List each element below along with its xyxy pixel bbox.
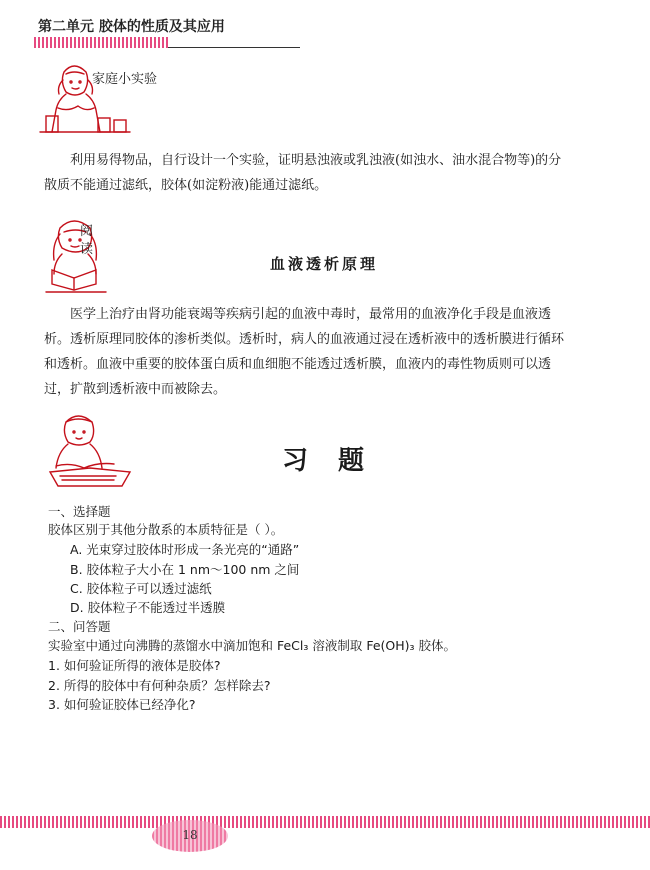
exercise-title: 习题 xyxy=(282,446,395,476)
girl-reading-illustration xyxy=(42,218,110,296)
reading-title: 血液透析原理 xyxy=(270,255,379,273)
home-experiment-heading: 家庭小实验 xyxy=(92,72,158,87)
option-a: A. 光束穿过胶体时形成一条光亮的“通路” xyxy=(70,542,300,557)
header-rule xyxy=(168,47,300,48)
section1-question: 胶体区别于其他分散系的本质特征是（ ）。 xyxy=(48,522,284,537)
option-b: B. 胶体粒子大小在 1 nm～100 nm 之间 xyxy=(70,562,300,577)
question-1: 1. 如何验证所得的液体是胶体? xyxy=(48,658,221,673)
option-c: C. 胶体粒子可以透过滤纸 xyxy=(70,581,212,596)
home-experiment-paragraph xyxy=(44,148,584,198)
reading-label-top: 阅 xyxy=(80,224,94,239)
paragraph-line: 和透析。血液中重要的胶体蛋白质和血细胞不能透过透析膜，血液内的毒性物质则可以透 xyxy=(44,357,552,372)
paragraph-line: 散质不能通过滤纸，胶体(如淀粉液)能通过滤纸。 xyxy=(44,178,328,193)
question-3: 3. 如何验证胶体已经净化? xyxy=(48,697,196,712)
option-d: D. 胶体粒子不能透过半透膜 xyxy=(70,600,226,615)
paragraph-line: 过，扩散到透析液中而被除去。 xyxy=(44,382,227,397)
section1-heading: 一、选择题 xyxy=(48,504,111,519)
paragraph-line: 医学上治疗由肾功能衰竭等疾病引起的血液中毒时，最常用的血液净化手段是血液透 xyxy=(70,307,552,322)
section2-intro: 实验室中通过向沸腾的蒸馏水中滴加饱和 FeCl₃ 溶液制取 Fe(OH)₃ 胶体。 xyxy=(48,638,457,653)
section2-heading: 二、问答题 xyxy=(48,619,111,634)
question-2: 2. 所得的胶体中有何种杂质？怎样除去? xyxy=(48,678,271,693)
paragraph-line: 利用易得物品，自行设计一个实验，证明悬浊液或乳浊液(如浊水、油水混合物等)的分 xyxy=(70,153,562,168)
reading-label-bottom: 读 xyxy=(80,242,94,257)
reading-paragraph xyxy=(44,302,604,402)
paragraph-line: 析。透析原理同胶体的渗析类似。透析时，病人的血液通过浸在透析液中的透析膜进行循环 xyxy=(44,332,565,347)
footer-stripe xyxy=(0,816,650,828)
boy-writing-illustration xyxy=(36,410,140,490)
header-stripe xyxy=(34,37,168,48)
page-number: 18 xyxy=(182,828,198,842)
unit-title: 第二单元 胶体的性质及其应用 xyxy=(38,19,225,35)
